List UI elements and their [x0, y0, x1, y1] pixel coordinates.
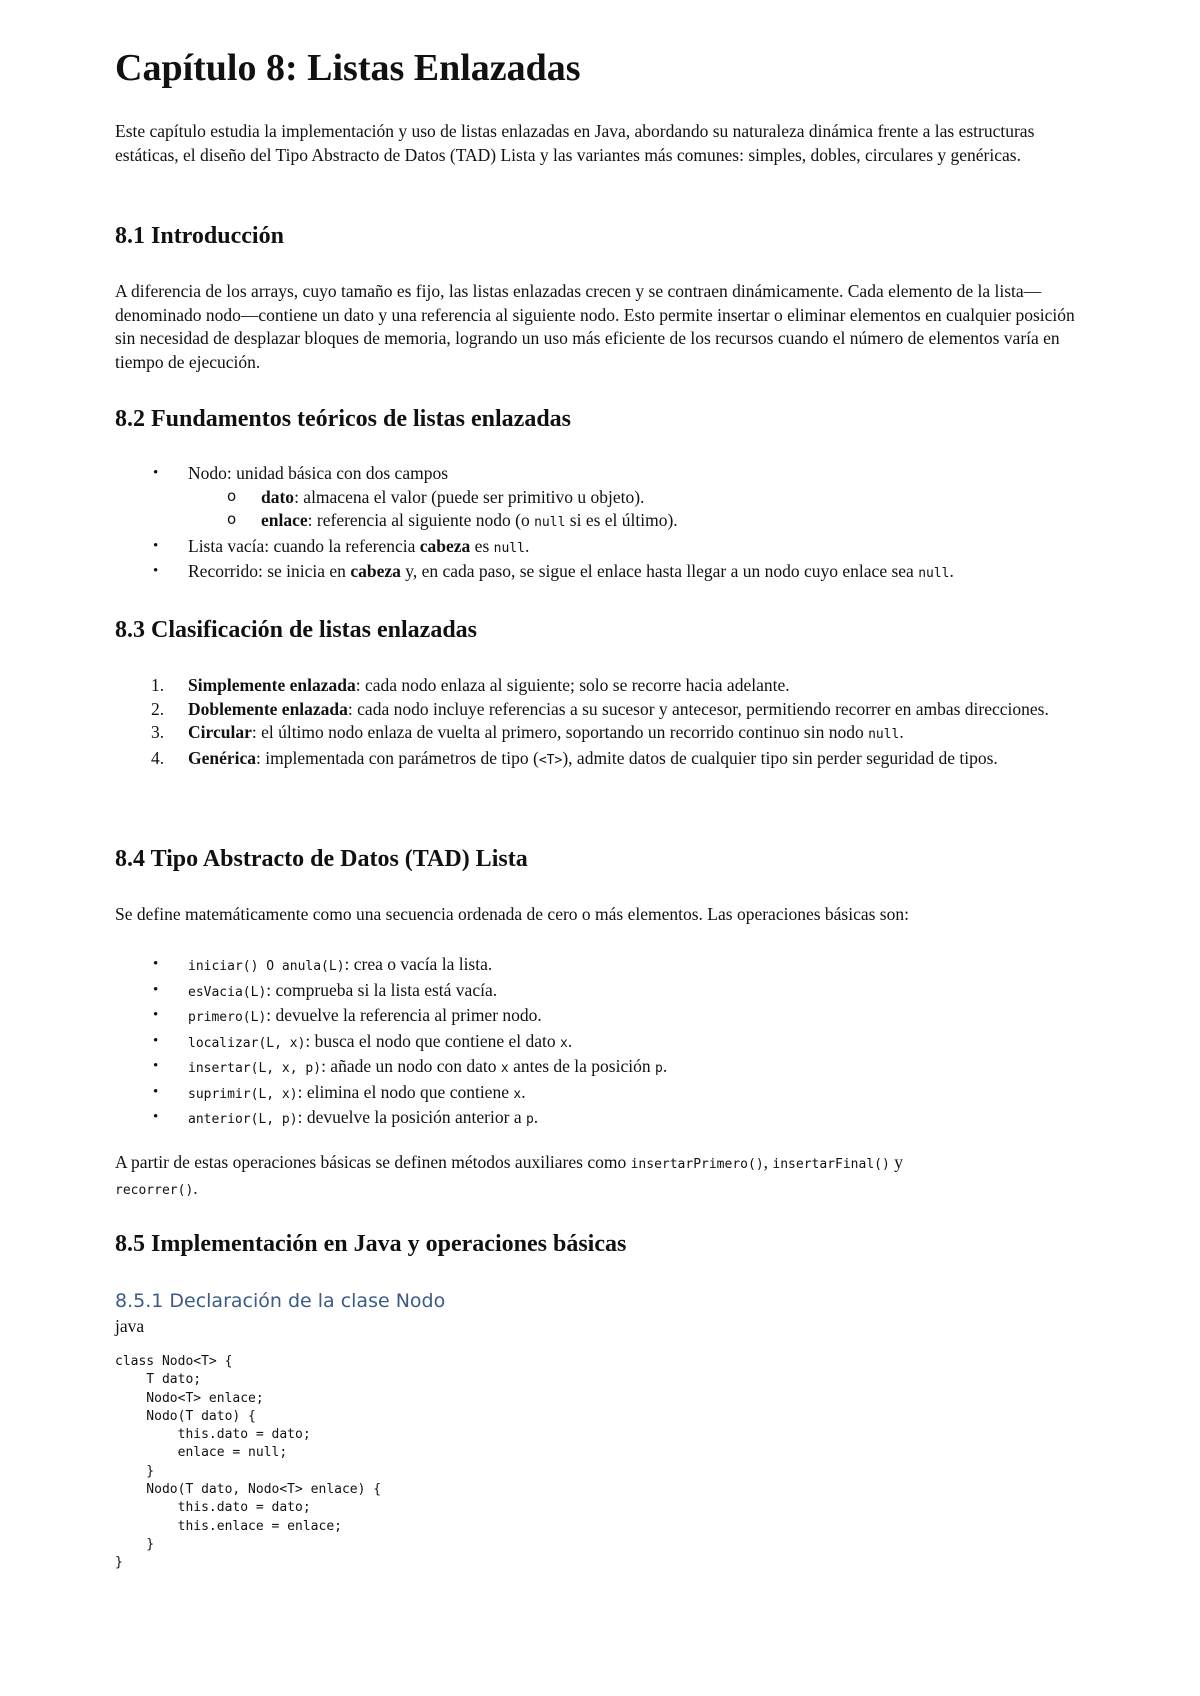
list-item: • Lista vacía: cuando la referencia cabeza es null.: [115, 535, 1095, 561]
auxiliary-methods-paragraph: A partir de estas operaciones básicas se definen métodos auxiliares como insertarPrimero(), insertarFinal() y recorrer().: [115, 1152, 903, 1198]
bullet-icon: •: [153, 1058, 159, 1074]
bullet-icon: •: [153, 1109, 159, 1125]
section-8-1-heading: 8.1 Introducción: [115, 223, 284, 249]
bullet-icon: •: [153, 1007, 159, 1023]
classification-list: [115, 674, 1095, 772]
list-item: • insertar(L, x, p): añade un nodo con dato x antes de la posición p.: [115, 1055, 1095, 1081]
section-8-3-heading: 8.3 Clasificación de listas enlazadas: [115, 617, 478, 643]
list-item: • suprimir(L, x): elimina el nodo que contiene x.: [115, 1081, 1095, 1107]
list-item: 1. Simplemente enlazada: cada nodo enlaza al siguiente; solo se recorre hacia adelante.: [151, 675, 790, 695]
bullet-icon: •: [153, 956, 159, 972]
list-item: 2. Doblemente enlazada: cada nodo incluye referencias a su sucesor y antecesor, permitiendo recorrer en ambas direcciones.: [151, 698, 1049, 719]
section-8-4-paragraph: Se define matemáticamente como una secuencia ordenada de cero o más elementos. Las operaciones básicas son:: [115, 904, 909, 924]
list-item: • esVacia(L): comprueba si la lista está vacía.: [115, 979, 1095, 1005]
bullet-icon: •: [153, 1032, 159, 1049]
section-8-4-heading: 8.4 Tipo Abstracto de Datos (TAD) Lista: [115, 846, 528, 872]
operations-list: [115, 953, 1095, 1132]
bullet-icon: •: [153, 981, 159, 998]
section-8-5-heading: 8.5 Implementación en Java y operaciones básicas: [115, 1231, 627, 1257]
code-language-label: java: [115, 1316, 145, 1336]
chapter-title: Capítulo 8: Listas Enlazadas: [115, 47, 581, 89]
list-item: • anterior(L, p): devuelve la posición anterior a p.: [115, 1106, 1095, 1132]
intro-paragraph: Este capítulo estudia la implementación y uso de listas enlazadas en Java, abordando su naturaleza dinámica frente a las estructuras estáticas, el diseño del Tipo Abstracto de Datos (TAD) Lista y las variantes más comunes: simples, dobles, circulares y genéricas.: [115, 121, 1035, 165]
list-item: 3. Circular: el último nodo enlaza de vuelta al primero, soportando un recorrido continuo sin nodo null.: [151, 722, 904, 742]
bullet-icon: •: [153, 537, 159, 554]
list-item: • Nodo: unidad básica con dos campos: [115, 462, 1095, 486]
list-item: • localizar(L, x): busca el nodo que contiene el dato x.: [115, 1030, 1095, 1056]
bullet-icon: •: [153, 465, 159, 481]
fundamentals-list: [115, 462, 1095, 586]
list-item: • iniciar() O anula(L): crea o vacía la lista.: [115, 953, 1095, 979]
sub-bullet-icon: o: [227, 510, 237, 528]
section-8-2-heading: 8.2 Fundamentos teóricos de listas enlazadas: [115, 406, 571, 432]
bullet-icon: •: [153, 563, 159, 579]
bullet-icon: •: [153, 1083, 159, 1100]
list-item: • primero(L): devuelve la referencia al primer nodo.: [115, 1004, 1095, 1030]
code-block: class Nodo<T> { T dato; Nodo<T> enlace; Nodo(T dato) { this.dato = dato; enlace = null; } Nodo(T dato, Nodo<T> enlace) { this.dato = dato; this.enlace = enlace; } }: [115, 1354, 382, 1571]
list-item: o enlace: referencia al siguiente nodo (o null si es el último).: [227, 510, 678, 530]
list-item: o dato: almacena el valor (puede ser primitivo u objeto).: [227, 486, 645, 507]
list-item: 4. Genérica: implementada con parámetros de tipo (<T>), admite datos de cualquier tipo sin perder seguridad de tipos.: [151, 747, 998, 768]
sub-bullet-icon: o: [227, 486, 237, 505]
list-item: • Recorrido: se inicia en cabeza y, en cada paso, se sigue el enlace hasta llegar a un nodo cuyo enlace sea null.: [115, 560, 1095, 586]
subsection-8-5-1-heading: 8.5.1 Declaración de la clase Nodo: [115, 1290, 446, 1312]
section-8-1-paragraph: A diferencia de los arrays, cuyo tamaño es fijo, las listas enlazadas crecen y se contraen dinámicamente. Cada elemento de la lista—denominado nodo—contiene un dato y una referencia al siguiente nodo. Esto permite insertar o eliminar elementos en cualquier posición sin necesidad de desplazar bloques de memoria, logrando un uso más eficiente de los recursos cuando el número de elementos varía en tiempo de ejecución.: [115, 281, 1075, 372]
